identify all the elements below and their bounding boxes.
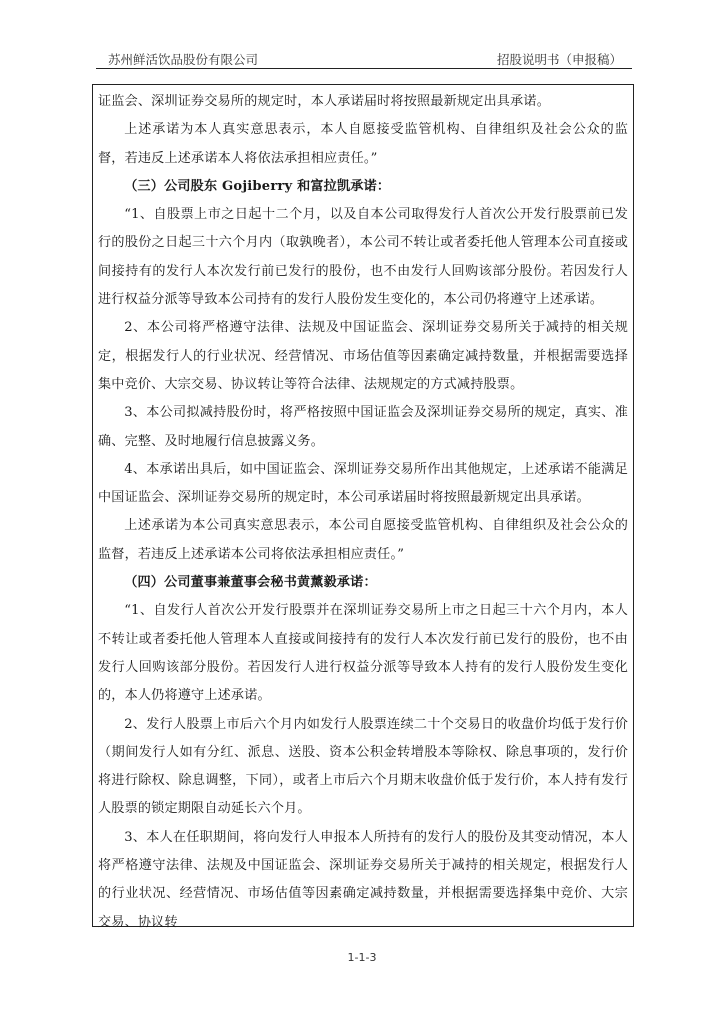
paragraph: 上述承诺为本公司真实意思表示，本公司自愿接受监管机构、自律组织及社会公众的监督，若违反上述承诺本公司将依法承担相应责任。” [98, 518, 628, 562]
paragraph: 3、本人在任职期间，将向发行人申报本人所持有的发行人的股份及其变动情况，本人将严格遵守法律、法规及中国证监会、深圳证券交易所关于减持的相关规定，根据发行人的行业状况、经营情况、市场估值等因素确定减持数量，并根据需要选择集中竞价、大宗交易、协议转 [98, 829, 628, 930]
paragraph: 2、发行人股票上市后六个月内如发行人股票连续二十个交易日的收盘价均低于发行价（期间发行人如有分红、派息、送股、资本公积金转增股本等除权、除息事项的，发行价将进行除权、除息调整，下同），或者上市后六个月期末收盘价低于发行价，本人持有发行人股票的锁定期限自动延长六个月。 [98, 716, 628, 817]
page-number: 1-1-3 [347, 951, 377, 964]
paragraph: 3、本公司拟减持股份时，将严格按照中国证监会及深圳证券交易所的规定，真实、准确、完整、及时地履行信息披露义务。 [98, 405, 628, 449]
header-company-name: 苏州鲜活饮品股份有限公司 [108, 52, 259, 67]
paragraph: 证监会、深圳证券交易所的规定时，本人承诺届时将按照最新规定出具承诺。 [98, 94, 550, 109]
paragraph: 2、本公司将严格遵守法律、法规及中国证监会、深圳证券交易所关于减持的相关规定，根据发行人的行业状况、经营情况、市场估值等因素确定减持数量，并根据需要选择集中竞价、大宗交易、协议转让等符合法律、法规规定的方式减持股票。 [98, 320, 628, 392]
header-document-title: 招股说明书（申报稿） [496, 52, 622, 67]
paragraph: 4、本承诺出具后，如中国证监会、深圳证券交易所作出其他规定，上述承诺不能满足中国证监会、深圳证券交易所的规定时，本公司承诺届时将按照最新规定出具承诺。 [98, 461, 628, 506]
paragraph: “1、自股票上市之日起十二个月，以及自本公司取得发行人首次公开发行股票前已发行的股份之日起三十六个月内（取孰晚者），本公司不转让或者委托他人管理本公司直接或间接持有的发行人本次发行前已发行的股份，也不由发行人回购该部分股份。若因发行人进行权益分派等导致本公司持有的发行人股份发生变化的，本公司仍将遵守上述承诺。 [98, 207, 628, 308]
header-divider [96, 68, 632, 69]
page-header [96, 50, 632, 68]
paragraph: “1、自发行人首次公开发行股票并在深圳证券交易所上市之日起三十六个月内，本人不转让或者委托他人管理本人直接或间接持有的发行人本次发行前已发行的股份，也不由发行人回购该部分股份。若因发行人进行权益分派等导致本人持有的发行人股份发生变化的，本人仍将遵守上述承诺。 [98, 603, 628, 704]
section-heading: （三）公司股东 Gojiberry 和富拉凯承诺： [124, 178, 391, 194]
document-body [98, 88, 628, 937]
section-heading: （四）公司董事兼董事会秘书黄薰毅承诺： [124, 575, 377, 591]
paragraph: 上述承诺为本人真实意思表示，本人自愿接受监管机构、自律组织及社会公众的监督，若违反上述承诺本人将依法承担相应责任。” [98, 122, 628, 166]
